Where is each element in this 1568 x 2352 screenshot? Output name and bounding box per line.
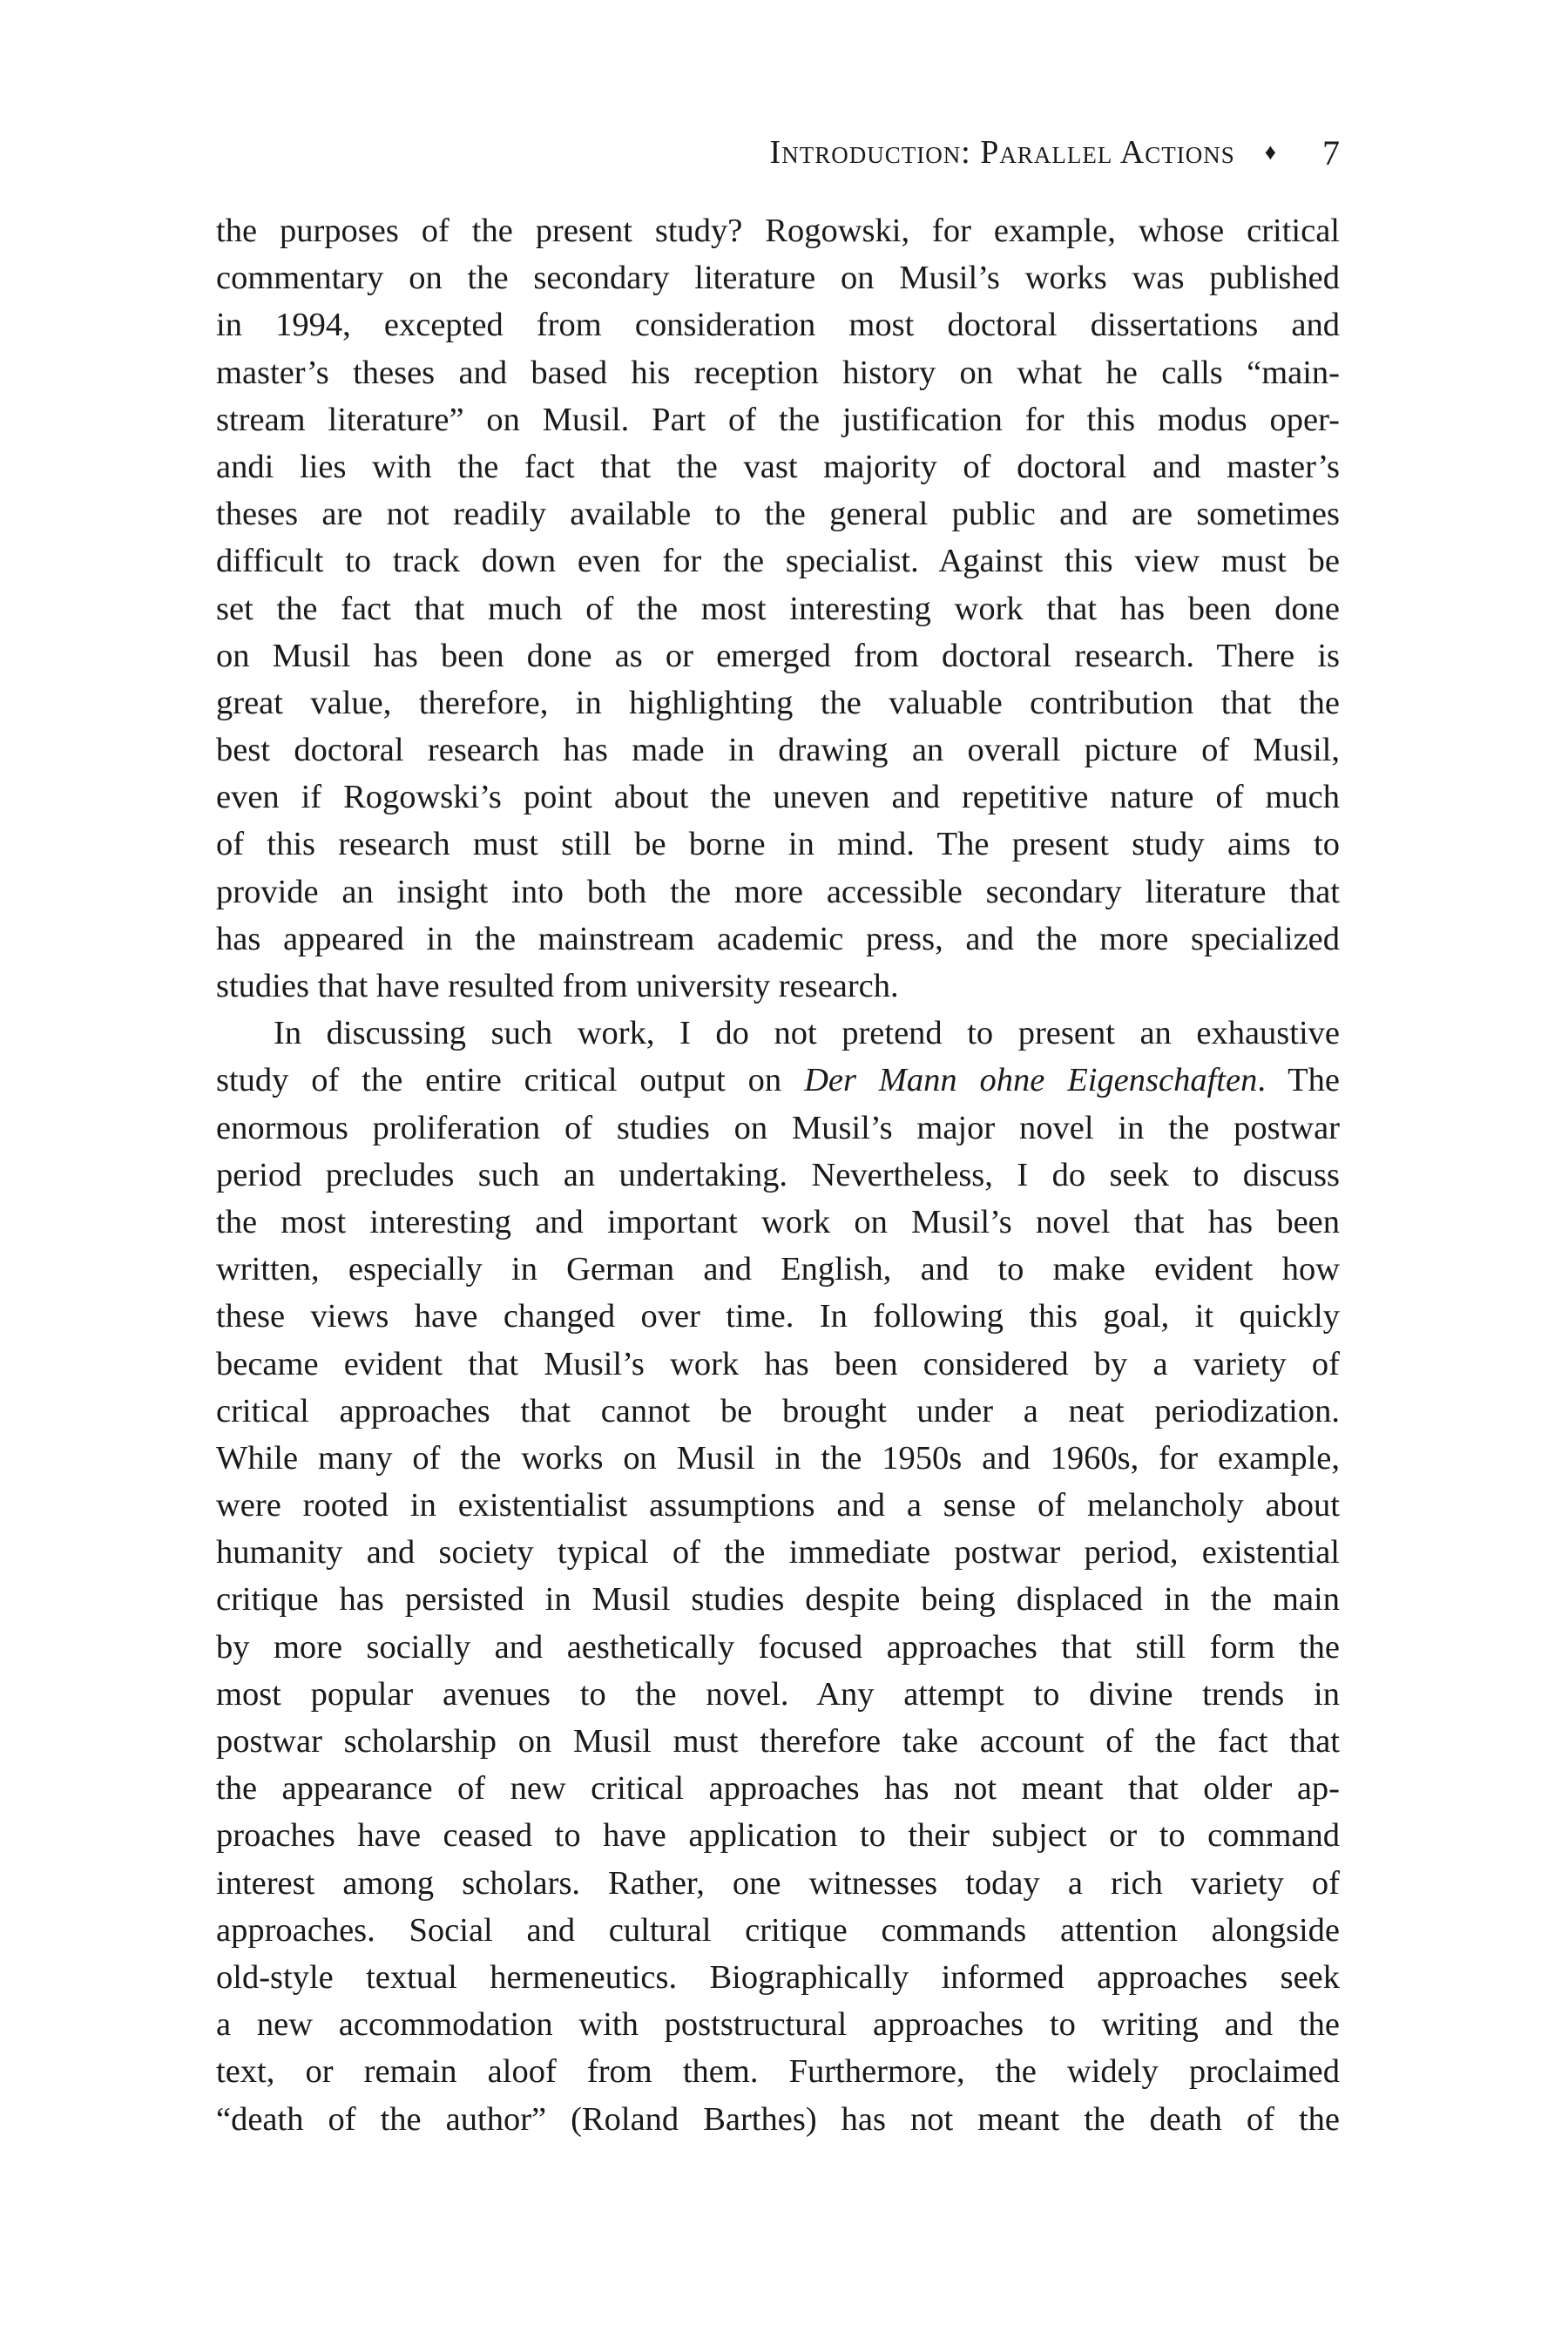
page-number: 7	[1322, 132, 1341, 172]
text-line: difficult to track down even for the specialist. Against this view must be	[216, 543, 1340, 580]
text-line: While many of the works on Musil in the 1950s and 1960s, for example,	[216, 1439, 1340, 1477]
text-line: In discussing such work, I do not pretend to present an exhaustive	[274, 1015, 1340, 1052]
text-line: studies that have resulted from university research.	[216, 968, 899, 1004]
text-run: . The	[1257, 1062, 1340, 1099]
text-line: these views have changed over time. In following this goal, it quickly	[216, 1298, 1340, 1335]
text-line: even if Rogowski’s point about the uneven and repetitive nature of much	[216, 779, 1340, 816]
text-line: old-style textual hermeneutics. Biographically informed approaches seek	[216, 1958, 1340, 1996]
text-run: study of the entire critical output on	[216, 1062, 805, 1099]
text-line: stream literature” on Musil. Part of the justification for this modus oper-	[216, 401, 1340, 438]
text-line: humanity and society typical of the immediate postwar period, existential	[216, 1534, 1340, 1571]
text-line: “death of the author” (Roland Barthes) has not meant the death of the	[216, 2100, 1340, 2138]
text-line: on Musil has been done as or emerged from doctoral research. There is	[216, 637, 1340, 674]
text-line: theses are not readily available to the general public and are sometimes	[216, 496, 1340, 533]
text-line: critique has persisted in Musil studies despite being displaced in the main	[216, 1581, 1340, 1619]
text-line: were rooted in existentialist assumptions and a sense of melancholy about	[216, 1487, 1340, 1524]
text-line: the most interesting and important work on Musil’s novel that has been	[216, 1203, 1340, 1240]
paragraph-2	[216, 1010, 1340, 2143]
text-line: provide an insight into both the more accessible secondary literature that	[216, 873, 1340, 910]
running-head	[633, 131, 1341, 174]
text-line: great value, therefore, in highlighting the valuable contribution that the	[216, 684, 1340, 721]
text-line: set the fact that much of the most interesting work that has been done	[216, 590, 1340, 627]
text-line: the appearance of new critical approaches has not meant that older ap-	[216, 1770, 1340, 1808]
text-line: best doctoral research has made in drawing an overall picture of Musil,	[216, 732, 1340, 769]
text-line: in 1994, excepted from consideration most doctoral dissertations and	[216, 307, 1340, 344]
text-line: master’s theses and based his reception history on what he calls “main-	[216, 354, 1340, 391]
text-line: critical approaches that cannot be brought under a neat periodization.	[216, 1392, 1340, 1429]
text-line: approaches. Social and cultural critique commands attention alongside	[216, 1911, 1340, 1949]
text-line: by more socially and aesthetically focused approaches that still form the	[216, 1628, 1340, 1666]
text-line: andi lies with the fact that the vast majority of doctoral and master’s	[216, 448, 1340, 485]
text-line: commentary on the secondary literature on Musil’s works was published	[216, 260, 1340, 297]
text-line: of this research must still be borne in mind. The present study aims to	[216, 826, 1340, 863]
body-text	[216, 207, 1340, 2143]
text-line: enormous proliferation of studies on Musil’s major novel in the postwar	[216, 1109, 1340, 1146]
text-line	[216, 1057, 1340, 1104]
book-title: Der Mann ohne Eigenschaften	[804, 1062, 1258, 1099]
text-line: proaches have ceased to have application to their subject or to command	[216, 1817, 1340, 1855]
paragraph-1	[216, 207, 1340, 1010]
text-line: the purposes of the present study? Rogowski, for example, whose critical	[216, 213, 1340, 249]
text-line: a new accommodation with poststructural approaches to writing and the	[216, 2006, 1340, 2044]
text-line: became evident that Musil’s work has been considered by a variety of	[216, 1345, 1340, 1382]
running-head-title: Introduction: Parallel Actions	[769, 134, 1235, 171]
text-line: text, or remain aloof from them. Furthermore, the widely proclaimed	[216, 2053, 1340, 2091]
text-line: interest among scholars. Rather, one witnesses today a rich variety of	[216, 1864, 1340, 1902]
text-line: most popular avenues to the novel. Any attempt to divine trends in	[216, 1675, 1340, 1713]
text-line: has appeared in the mainstream academic press, and the more specialized	[216, 920, 1340, 957]
text-line: written, especially in German and English, and to make evident how	[216, 1251, 1340, 1288]
text-line: postwar scholarship on Musil must therefore take account of the fact that	[216, 1723, 1340, 1760]
text-line: period precludes such an undertaking. Nevertheless, I do seek to discuss	[216, 1156, 1340, 1193]
diamond-ornament-icon: ♦	[1264, 139, 1277, 165]
